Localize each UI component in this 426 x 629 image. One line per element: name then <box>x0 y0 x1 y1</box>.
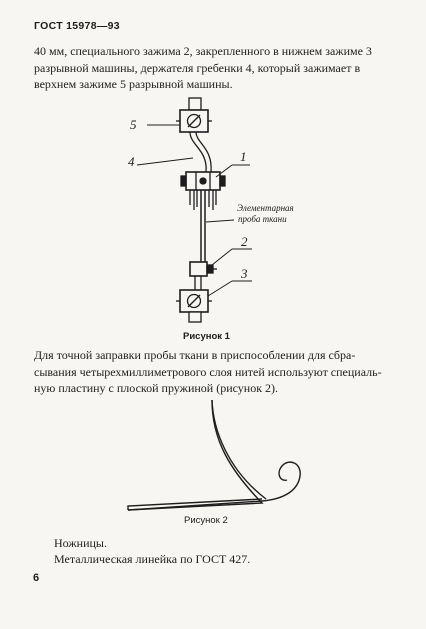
tool-item-scissors: Ножницы. <box>54 536 107 550</box>
tool-item-ruler: Металлическая линейка по ГОСТ 427. <box>54 552 251 566</box>
paragraph-plate-description <box>34 347 406 397</box>
label-3: 3 <box>241 266 248 281</box>
label-sample-line1: Элементарная <box>237 203 294 213</box>
label-2: 2 <box>241 234 248 249</box>
paragraph-line: сывания четырехмиллиметрового слоя нитей используют специаль- <box>34 364 382 379</box>
paragraph-line: Для точной заправки пробы ткани в приспособлении для сбра- <box>34 348 356 362</box>
page-number: 6 <box>33 572 40 584</box>
paragraph-line: верхнем зажиме 5 разрывной машины. <box>34 77 233 91</box>
label-5: 5 <box>130 117 137 132</box>
figure-2-plate-spring <box>128 400 300 510</box>
document-header: ГОСТ 15978—93 <box>34 20 120 32</box>
figure-1-caption: Рисунок 1 <box>183 331 230 342</box>
paragraph-line: ную пластину с плоской пружиной (рисунок 2). <box>34 381 279 395</box>
paragraph-line: разрывной машины, держателя гребенки 4, который зажимает в <box>34 60 361 75</box>
label-1: 1 <box>240 149 247 164</box>
figure-2-caption: Рисунок 2 <box>184 515 228 526</box>
paragraph-line: 40 мм, специального зажима 2, закрепленного в нижнем зажиме 3 <box>34 44 372 58</box>
label-4: 4 <box>128 154 135 169</box>
label-sample-line2: проба ткани <box>238 214 287 224</box>
paragraph-clamp-description <box>34 43 404 93</box>
